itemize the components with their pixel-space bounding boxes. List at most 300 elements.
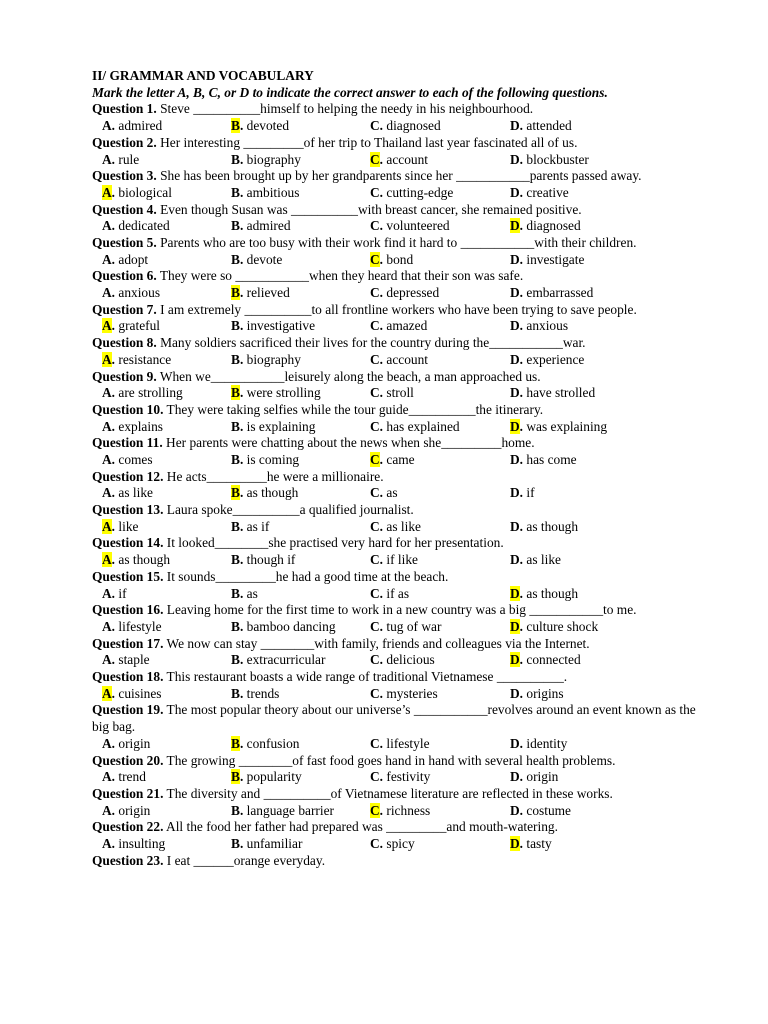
- option-text: grateful: [115, 318, 161, 334]
- option-text: as: [243, 585, 258, 601]
- option-text: rule: [115, 151, 140, 167]
- option-text: if as: [383, 585, 410, 601]
- question-text-after-blank: he had a good time at the beach.: [275, 568, 449, 584]
- option-a: [92, 586, 231, 603]
- option-d: [510, 318, 630, 335]
- option-d: [510, 452, 630, 469]
- option-c: [370, 552, 510, 569]
- option-letter-period: .: [519, 418, 524, 434]
- option-text: investigate: [523, 251, 585, 267]
- option-b: [231, 285, 370, 302]
- option-letter-period: .: [379, 585, 384, 601]
- option-c: [370, 352, 510, 369]
- option-letter-period: .: [379, 351, 384, 367]
- option-b: [231, 552, 370, 569]
- option-text: account: [383, 351, 429, 367]
- answer-blank: __________: [496, 669, 564, 685]
- options-row: [92, 586, 712, 603]
- options-row: [92, 218, 712, 235]
- question-number: Question 18.: [92, 669, 164, 685]
- option-text: lifestyle: [115, 618, 162, 634]
- question-stem: [92, 101, 712, 118]
- question-stem: [92, 469, 712, 486]
- question-text-after-blank: himself to helping the needy in his neighbourhood.: [260, 101, 534, 117]
- option-c: [370, 419, 510, 436]
- option-letter-period: .: [239, 385, 244, 401]
- option-c: [370, 836, 510, 853]
- options-row: [92, 736, 712, 753]
- question-text-before-blank: They were taking selfies while the tour guide: [163, 401, 409, 417]
- question-stem: [92, 435, 712, 452]
- option-text: mysteries: [383, 685, 438, 701]
- option-letter: A: [102, 418, 112, 434]
- option-letter-period: .: [111, 552, 116, 568]
- worksheet: [92, 68, 712, 869]
- option-letter-period: .: [379, 652, 384, 668]
- question-item: [92, 753, 712, 786]
- option-c: [370, 803, 510, 820]
- option-text: identity: [523, 735, 568, 751]
- highlighted-answer-letter: C: [370, 802, 380, 818]
- option-letter-period: .: [379, 452, 384, 468]
- option-text: connected: [523, 652, 581, 668]
- option-text: confusion: [243, 735, 300, 751]
- highlighted-answer-letter: D: [510, 652, 520, 668]
- option-text: adopt: [115, 251, 149, 267]
- option-letter-period: .: [111, 518, 116, 534]
- highlighted-answer-letter: C: [370, 251, 380, 267]
- option-letter-period: .: [519, 184, 524, 200]
- option-b: [231, 519, 370, 536]
- option-letter: C: [370, 652, 380, 668]
- option-letter: A: [102, 118, 112, 134]
- question-text-before-blank: The growing: [163, 752, 239, 768]
- question-text-after-blank: home.: [501, 435, 535, 451]
- question-number: Question 3.: [92, 168, 157, 184]
- question-stem: [92, 569, 712, 586]
- highlighted-answer-letter: A: [102, 552, 112, 568]
- option-text: though if: [243, 552, 296, 568]
- question-number: Question 6.: [92, 268, 157, 284]
- option-text: devoted: [243, 118, 290, 134]
- option-a: [92, 285, 231, 302]
- option-letter: C: [370, 836, 380, 852]
- question-item: [92, 602, 712, 635]
- option-d: [510, 218, 630, 235]
- option-letter-period: .: [519, 118, 524, 134]
- option-letter: C: [370, 118, 380, 134]
- option-letter: B: [231, 318, 240, 334]
- answer-blank: __________: [263, 785, 331, 801]
- option-letter: A: [102, 485, 112, 501]
- option-text: trends: [243, 685, 280, 701]
- option-c: [370, 452, 510, 469]
- question-stem: [92, 702, 712, 735]
- option-letter-period: .: [239, 735, 244, 751]
- highlighted-answer-letter: A: [102, 318, 112, 334]
- option-letter: C: [370, 552, 380, 568]
- option-letter: C: [370, 418, 380, 434]
- question-text-after-blank: she practised very hard for her presentation.: [268, 535, 504, 551]
- option-letter: C: [370, 285, 380, 301]
- option-text: volunteered: [383, 218, 450, 234]
- option-letter-period: .: [239, 585, 244, 601]
- question-stem: [92, 753, 712, 770]
- options-row: [92, 452, 712, 469]
- option-a: [92, 769, 231, 786]
- highlighted-answer-letter: B: [231, 385, 240, 401]
- options-row: [92, 118, 712, 135]
- option-letter-period: .: [111, 585, 116, 601]
- options-row: [92, 318, 712, 335]
- option-c: [370, 185, 510, 202]
- option-letter: B: [231, 251, 240, 267]
- option-d: [510, 485, 630, 502]
- option-letter-period: .: [379, 769, 384, 785]
- option-letter-period: .: [519, 285, 524, 301]
- option-text: trend: [115, 769, 146, 785]
- option-d: [510, 252, 630, 269]
- option-letter-period: .: [379, 485, 384, 501]
- option-text: as though: [523, 585, 579, 601]
- option-letter-period: .: [519, 585, 524, 601]
- option-letter-period: .: [519, 618, 524, 634]
- answer-blank: _________: [206, 468, 267, 484]
- answer-blank: ___________: [235, 268, 309, 284]
- option-letter: C: [370, 585, 380, 601]
- question-item: [92, 786, 712, 819]
- question-text-after-blank: of her trip to Thailand last year fascinated all of us.: [303, 134, 578, 150]
- option-text: admired: [243, 218, 291, 234]
- highlighted-answer-letter: D: [510, 585, 520, 601]
- option-text: origin: [115, 802, 151, 818]
- question-item: [92, 469, 712, 502]
- option-letter-period: .: [519, 485, 524, 501]
- option-b: [231, 218, 370, 235]
- question-text-before-blank: It looked: [163, 535, 215, 551]
- option-letter-period: .: [239, 151, 244, 167]
- question-number: Question 7.: [92, 301, 157, 317]
- option-text: has come: [523, 452, 577, 468]
- option-text: as if: [243, 518, 270, 534]
- option-a: [92, 736, 231, 753]
- question-text-before-blank: Many soldiers sacrificed their lives for the country during the: [156, 335, 490, 351]
- option-text: blockbuster: [523, 151, 589, 167]
- question-item: [92, 569, 712, 602]
- question-number: Question 10.: [92, 401, 164, 417]
- question-stem: [92, 602, 712, 619]
- option-text: origin: [115, 735, 151, 751]
- option-letter: A: [102, 652, 112, 668]
- option-text: insulting: [115, 836, 166, 852]
- option-a: [92, 836, 231, 853]
- option-text: origins: [523, 685, 564, 701]
- question-item: [92, 669, 712, 702]
- answer-blank: ________: [214, 535, 269, 551]
- option-text: investigative: [243, 318, 316, 334]
- option-b: [231, 152, 370, 169]
- option-a: [92, 485, 231, 502]
- question-text-after-blank: to me.: [603, 602, 637, 618]
- question-item: [92, 235, 712, 268]
- answer-blank: _________: [386, 819, 447, 835]
- option-a: [92, 218, 231, 235]
- question-stem: [92, 402, 712, 419]
- option-a: [92, 252, 231, 269]
- highlighted-answer-letter: A: [102, 518, 112, 534]
- option-b: [231, 185, 370, 202]
- question-stem: [92, 135, 712, 152]
- options-row: [92, 769, 712, 786]
- option-b: [231, 452, 370, 469]
- option-a: [92, 552, 231, 569]
- option-text: dedicated: [115, 218, 170, 234]
- question-number: Question 23.: [92, 852, 164, 868]
- options-row: [92, 152, 712, 169]
- options-row: [92, 352, 712, 369]
- option-text: as though: [243, 485, 299, 501]
- option-text: as: [383, 485, 398, 501]
- option-b: [231, 736, 370, 753]
- option-d: [510, 419, 630, 436]
- question-number: Question 5.: [92, 234, 157, 250]
- question-stem: [92, 535, 712, 552]
- option-letter: B: [231, 552, 240, 568]
- option-text: account: [383, 151, 429, 167]
- option-c: [370, 736, 510, 753]
- option-letter: C: [370, 685, 380, 701]
- option-letter-period: .: [111, 251, 116, 267]
- option-letter: D: [510, 518, 520, 534]
- option-text: resistance: [115, 351, 172, 367]
- option-letter: A: [102, 385, 112, 401]
- option-letter-period: .: [239, 518, 244, 534]
- option-letter: D: [510, 685, 520, 701]
- question-number: Question 12.: [92, 468, 164, 484]
- option-letter-period: .: [519, 735, 524, 751]
- option-c: [370, 318, 510, 335]
- option-letter-period: .: [519, 318, 524, 334]
- option-text: diagnosed: [523, 218, 581, 234]
- option-c: [370, 152, 510, 169]
- option-letter: D: [510, 118, 520, 134]
- option-b: [231, 485, 370, 502]
- option-d: [510, 385, 630, 402]
- question-text-after-blank: .: [563, 669, 568, 685]
- option-text: was explaining: [523, 418, 608, 434]
- option-b: [231, 769, 370, 786]
- question-number: Question 22.: [92, 819, 164, 835]
- option-text: delicious: [383, 652, 435, 668]
- highlighted-answer-letter: B: [231, 769, 240, 785]
- option-text: origin: [523, 769, 559, 785]
- option-text: unfamiliar: [243, 836, 303, 852]
- option-letter-period: .: [239, 685, 244, 701]
- option-letter-period: .: [239, 618, 244, 634]
- option-text: as like: [523, 552, 561, 568]
- question-item: [92, 702, 712, 752]
- option-text: amazed: [383, 318, 428, 334]
- question-text-after-blank: of fast food goes hand in hand with several health problems.: [292, 752, 616, 768]
- option-letter-period: .: [379, 218, 384, 234]
- option-b: [231, 836, 370, 853]
- highlighted-answer-letter: B: [231, 285, 240, 301]
- option-c: [370, 218, 510, 235]
- question-text-before-blank: She has been brought up by her grandparents since her: [156, 168, 457, 184]
- option-letter-period: .: [379, 184, 384, 200]
- answer-blank: __________: [232, 502, 300, 518]
- option-letter-period: .: [519, 351, 524, 367]
- option-text: stroll: [383, 385, 414, 401]
- option-letter: B: [231, 836, 240, 852]
- option-b: [231, 619, 370, 636]
- question-item: [92, 535, 712, 568]
- option-c: [370, 769, 510, 786]
- highlighted-answer-letter: C: [370, 452, 380, 468]
- question-item: [92, 202, 712, 235]
- option-letter-period: .: [519, 552, 524, 568]
- option-letter-period: .: [379, 552, 384, 568]
- question-text-before-blank: Her parents were chatting about the news when she: [162, 435, 442, 451]
- option-c: [370, 118, 510, 135]
- option-letter-period: .: [239, 251, 244, 267]
- option-c: [370, 519, 510, 536]
- option-text: culture shock: [523, 618, 599, 634]
- option-b: [231, 385, 370, 402]
- option-c: [370, 285, 510, 302]
- option-text: as though: [523, 518, 579, 534]
- option-letter: A: [102, 585, 112, 601]
- option-letter: D: [510, 151, 520, 167]
- question-text-after-blank: war.: [562, 335, 586, 351]
- question-item: [92, 302, 712, 335]
- option-letter-period: .: [519, 769, 524, 785]
- option-letter: C: [370, 218, 380, 234]
- option-text: comes: [115, 452, 153, 468]
- answer-blank: ___________: [210, 368, 285, 384]
- option-letter: A: [102, 218, 112, 234]
- question-text-before-blank: Leaving home for the first time to work in a new country was a big: [163, 602, 530, 618]
- highlighted-answer-letter: B: [231, 485, 240, 501]
- answer-blank: ___________: [489, 335, 563, 351]
- question-item: [92, 369, 712, 402]
- option-d: [510, 736, 630, 753]
- question-number: Question 11.: [92, 435, 163, 451]
- highlighted-answer-letter: C: [370, 151, 380, 167]
- question-stem: [92, 786, 712, 803]
- question-text-after-blank: to all frontline workers who have been trying to save people.: [311, 301, 637, 317]
- question-number: Question 16.: [92, 602, 164, 618]
- question-stem: [92, 335, 712, 352]
- question-text-after-blank: and mouth-watering.: [446, 819, 558, 835]
- options-row: [92, 686, 712, 703]
- option-d: [510, 352, 630, 369]
- option-letter-period: .: [379, 118, 384, 134]
- option-letter-period: .: [111, 652, 116, 668]
- option-letter: D: [510, 351, 520, 367]
- option-text: have strolled: [523, 385, 596, 401]
- option-letter: B: [231, 184, 240, 200]
- question-item: [92, 636, 712, 669]
- option-letter-period: .: [111, 685, 116, 701]
- option-a: [92, 686, 231, 703]
- option-text: cuisines: [115, 685, 162, 701]
- option-c: [370, 652, 510, 669]
- question-item: [92, 335, 712, 368]
- instruction: Mark the letter A, B, C, or D to indicate the correct answer to each of the following questions.: [92, 84, 608, 100]
- options-row: [92, 519, 712, 536]
- option-text: if: [523, 485, 535, 501]
- option-d: [510, 519, 630, 536]
- option-text: attended: [523, 118, 572, 134]
- option-letter: B: [231, 585, 240, 601]
- option-text: depressed: [383, 285, 440, 301]
- option-letter-period: .: [111, 118, 116, 134]
- option-a: [92, 452, 231, 469]
- option-text: explains: [115, 418, 164, 434]
- option-text: experience: [523, 351, 585, 367]
- question-text-before-blank: The diversity and: [163, 785, 264, 801]
- option-letter-period: .: [111, 485, 116, 501]
- option-letter: A: [102, 151, 112, 167]
- option-d: [510, 185, 630, 202]
- options-row: [92, 185, 712, 202]
- question-text-before-blank: I am extremely: [156, 301, 245, 317]
- option-text: richness: [383, 802, 431, 818]
- option-letter: D: [510, 318, 520, 334]
- option-b: [231, 803, 370, 820]
- question-text-before-blank: Parents who are too busy with their work find it hard to: [156, 234, 461, 250]
- options-row: [92, 652, 712, 669]
- option-letter-period: .: [111, 735, 116, 751]
- question-text-after-blank: leisurely along the beach, a man approached us.: [284, 368, 541, 384]
- option-letter: B: [231, 685, 240, 701]
- option-letter: D: [510, 769, 520, 785]
- option-c: [370, 252, 510, 269]
- question-text-before-blank: All the food her father had prepared was: [163, 819, 387, 835]
- option-c: [370, 485, 510, 502]
- option-letter-period: .: [379, 836, 384, 852]
- question-text-after-blank: when they heard that their son was safe.: [308, 268, 524, 284]
- option-letter: C: [370, 318, 380, 334]
- option-a: [92, 352, 231, 369]
- option-letter-period: .: [111, 184, 116, 200]
- question-text-after-blank: the itinerary.: [475, 401, 544, 417]
- option-letter-period: .: [379, 151, 384, 167]
- option-text: relieved: [243, 285, 290, 301]
- option-letter-period: .: [519, 802, 524, 818]
- option-d: [510, 619, 630, 636]
- option-letter: C: [370, 618, 380, 634]
- option-letter: D: [510, 285, 520, 301]
- option-letter-period: .: [519, 218, 524, 234]
- option-letter: B: [231, 802, 240, 818]
- options-row: [92, 285, 712, 302]
- option-letter: D: [510, 802, 520, 818]
- option-letter-period: .: [111, 151, 116, 167]
- question-text-after-blank: revolves around an event known as the big bag.: [92, 702, 696, 735]
- option-letter-period: .: [379, 618, 384, 634]
- option-letter: D: [510, 251, 520, 267]
- answer-blank: __________: [408, 401, 476, 417]
- question-text-after-blank: parents passed away.: [529, 168, 642, 184]
- question-stem: [92, 819, 712, 836]
- option-letter-period: .: [519, 836, 524, 852]
- question-number: Question 15.: [92, 568, 164, 584]
- question-number: Question 4.: [92, 201, 157, 217]
- option-letter: D: [510, 552, 520, 568]
- question-text-before-blank: Her interesting: [156, 134, 244, 150]
